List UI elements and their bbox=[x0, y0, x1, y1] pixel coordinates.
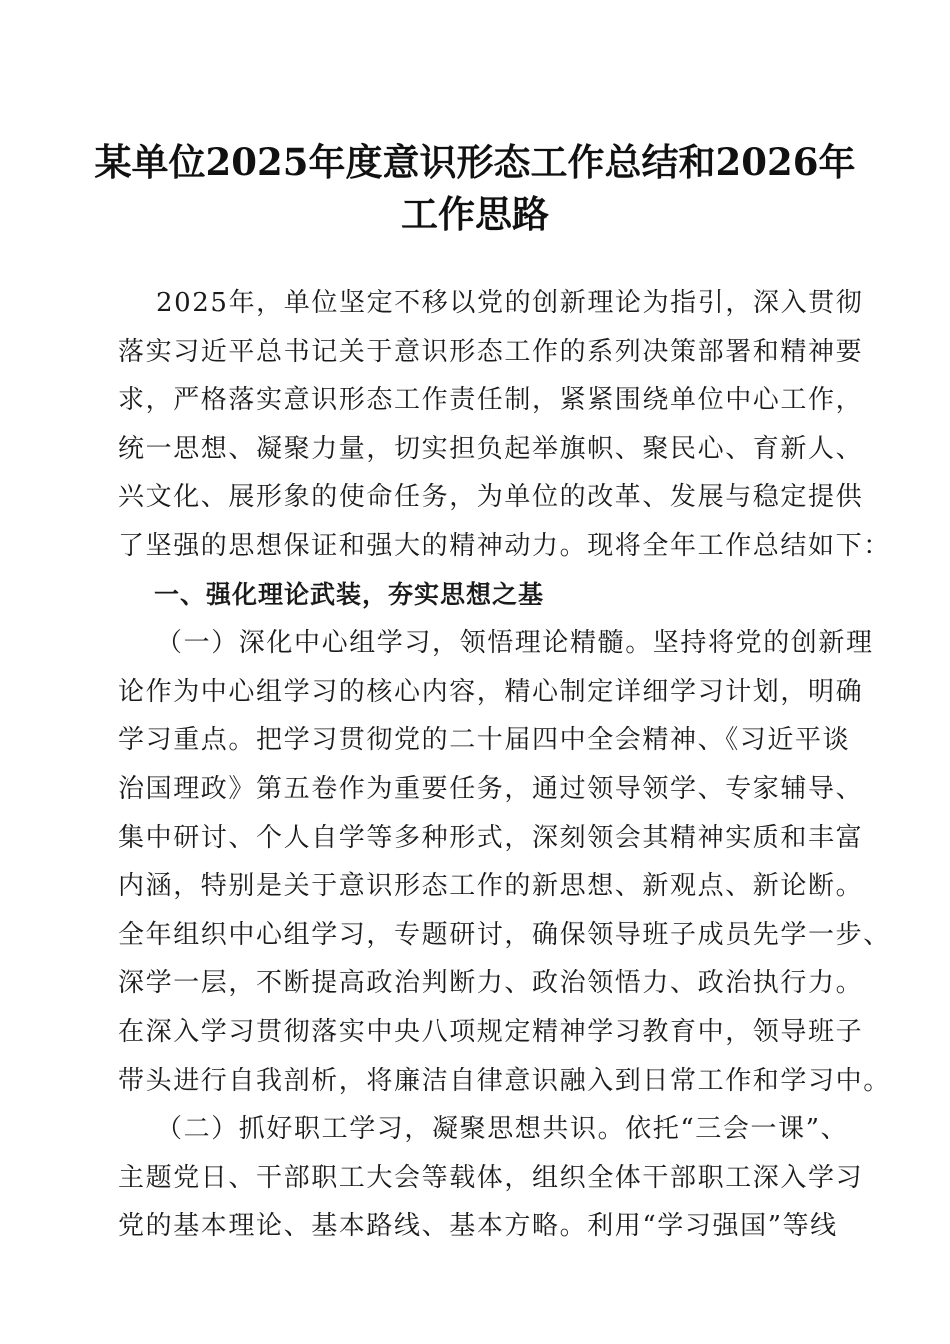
paragraph-line: 深学一层，不断提高政治判断力、政治领悟力、政治执行力。 bbox=[118, 968, 864, 999]
paragraph-line: （一）深化中心组学习，领悟理论精髓。坚持将党的创新理 bbox=[156, 628, 874, 659]
paragraph-line: 治国理政》第五卷作为重要任务，通过领导领学、专家辅导、 bbox=[118, 773, 864, 804]
paragraph-line: 统一思想、凝聚力量，切实担负起举旗帜、聚民心、育新人、 bbox=[118, 433, 864, 464]
paragraph-line: 求，严格落实意识形态工作责任制，紧紧围绕单位中心工作， bbox=[118, 385, 864, 416]
document-title bbox=[80, 136, 870, 240]
paragraph-line: 集中研讨、个人自学等多种形式，深刻领会其精神实质和丰富 bbox=[118, 822, 864, 853]
paragraph-line: 兴文化、展形象的使命任务，为单位的改革、发展与稳定提供 bbox=[118, 482, 864, 513]
paragraph-line: 2025年，单位坚定不移以党的创新理论为指引，深入贯彻 bbox=[156, 288, 864, 318]
paragraph-line: 内涵，特别是关于意识形态工作的新思想、新观点、新论断。 bbox=[118, 871, 864, 902]
paragraph-line: （二）抓好职工学习，凝聚思想共识。依托“三会一课”、 bbox=[156, 1114, 849, 1145]
paragraph-line: 全年组织中心组学习，专题研讨，确保领导班子成员先学一步、 bbox=[118, 919, 891, 950]
paragraph-line: 在深入学习贯彻落实中央八项规定精神学习教育中，领导班子 bbox=[118, 1016, 864, 1047]
paragraph-line: 学习重点。把学习贯彻党的二十届四中全会精神、《习近平谈 bbox=[118, 725, 851, 756]
paragraph-line: 主题党日、干部职工大会等载体，组织全体干部职工深入学习 bbox=[118, 1162, 864, 1193]
title-line-1: 某单位2025年度意识形态工作总结和2026年 bbox=[94, 140, 856, 184]
paragraph-line: 党的基本理论、基本路线、基本方略。利用“学习强国”等线 bbox=[118, 1211, 838, 1242]
paragraph-line: 带头进行自我剖析，将廉洁自律意识融入到日常工作和学习中。 bbox=[118, 1065, 891, 1096]
section-heading: 一、强化理论武装，夯实思想之基 bbox=[154, 579, 545, 609]
title-line-2: 工作思路 bbox=[401, 192, 549, 236]
paragraph-line: 落实习近平总书记关于意识形态工作的系列决策部署和精神要 bbox=[118, 336, 864, 367]
paragraph-line: 了坚强的思想保证和强大的精神动力。现将全年工作总结如下： bbox=[118, 530, 891, 561]
document-body bbox=[118, 279, 891, 1251]
paragraph-line: 论作为中心组学习的核心内容，精心制定详细学习计划，明确 bbox=[118, 676, 864, 707]
